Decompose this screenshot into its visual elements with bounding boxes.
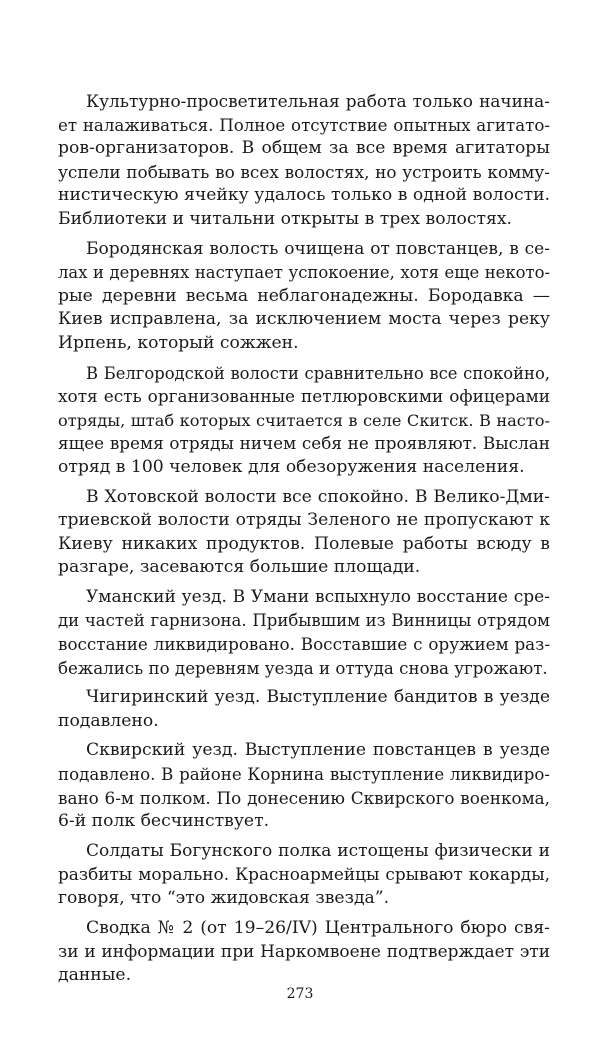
- text-line: Ирпень, который сожжен.: [58, 332, 299, 353]
- text-line: восстание ликвидировано. Восставшие с оружием раз-: [58, 634, 550, 655]
- text-line: Библиотеки и читальни открыты в трех волостях.: [58, 208, 512, 229]
- paragraph: [58, 486, 550, 580]
- text-line: ящее время отряды ничем себя не проявляют. Выслан: [58, 433, 550, 454]
- body-text: [58, 90, 550, 993]
- text-line: нистическую ячейку удалось только в одной волости.: [58, 185, 550, 206]
- text-line: В Белгородской волости сравнительно все спокойно,: [86, 363, 550, 383]
- paragraph: [58, 840, 550, 911]
- text-line: зи и информации при Наркомвоене подтверждает эти: [58, 941, 550, 962]
- paragraph: [58, 739, 550, 833]
- text-line: разбиты морально. Красноармейцы срывают кокарды,: [58, 864, 550, 885]
- text-line: ет налаживаться. Полное отсутствие опытных агитато-: [58, 115, 550, 135]
- text-line: Сводка № 2 (от 19–26/IV) Центрального бюро свя-: [86, 917, 550, 938]
- text-line: вано 6-м полком. По донесению Сквирского военкома,: [58, 787, 550, 808]
- text-line: Киеву никаких продуктов. Полевые работы всюду в: [58, 533, 550, 554]
- text-line: бежались по деревням уезда и оттуда снова угрожают.: [58, 658, 548, 678]
- text-line: Бородянская волость очищена от повстанцев, в се-: [86, 238, 550, 259]
- text-line: данные.: [58, 964, 132, 985]
- text-line: ров-организаторов. В общем за все время агитаторы: [58, 138, 550, 159]
- text-line: хотя есть организованные петлюровскими офицерами: [58, 386, 550, 407]
- text-line: подавлено. В районе Корнина выступление ликвидиро-: [58, 765, 550, 785]
- paragraph: [58, 917, 550, 988]
- text-line: Киев исправлена, за исключением моста через реку: [58, 309, 550, 330]
- paragraph: [58, 686, 550, 733]
- paragraph: [58, 90, 550, 232]
- text-line: 6-й полк бесчинствует.: [58, 811, 270, 832]
- page-number: 273: [286, 986, 314, 1002]
- text-line: Солдаты Богунского полка истощены физически и: [86, 840, 550, 861]
- paragraph: [58, 362, 550, 480]
- text-line: триевской волости отряды Зеленого не пропускают к: [58, 510, 550, 531]
- text-line: Культурно-просветительная работа только начина-: [86, 91, 550, 111]
- text-line: подавлено.: [58, 710, 159, 731]
- text-line: разгаре, засеваются большие площади.: [58, 557, 421, 578]
- paragraph: [58, 586, 550, 680]
- text-line: Сквирский уезд. Выступление повстанцев в уезде: [86, 740, 550, 761]
- text-line: говоря, что “это жидовская звезда”.: [58, 888, 390, 908]
- text-line: лах и деревнях наступает успокоение, хотя еще некото-: [58, 263, 550, 283]
- paragraph: [58, 238, 550, 356]
- text-line: успели побывать во всех волостях, но устроить комму-: [58, 161, 550, 182]
- text-line: отряд в 100 человек для обезоружения населения.: [58, 456, 525, 477]
- text-line: Уманский уезд. В Умани вспыхнуло восстание сре-: [86, 586, 550, 607]
- text-line: В Хотовской волости все спокойно. В Велико-Дми-: [86, 486, 550, 507]
- text-line: рые деревни весьма неблагонадежны. Бородавка —: [58, 285, 550, 306]
- text-line: отряды, штаб которых считается в селе Скитск. В насто-: [58, 410, 550, 430]
- text-line: Чигиринский уезд. Выступление бандитов в уезде: [86, 687, 550, 708]
- text-line: ди частей гарнизона. Прибывшим из Винницы отрядом: [58, 611, 550, 631]
